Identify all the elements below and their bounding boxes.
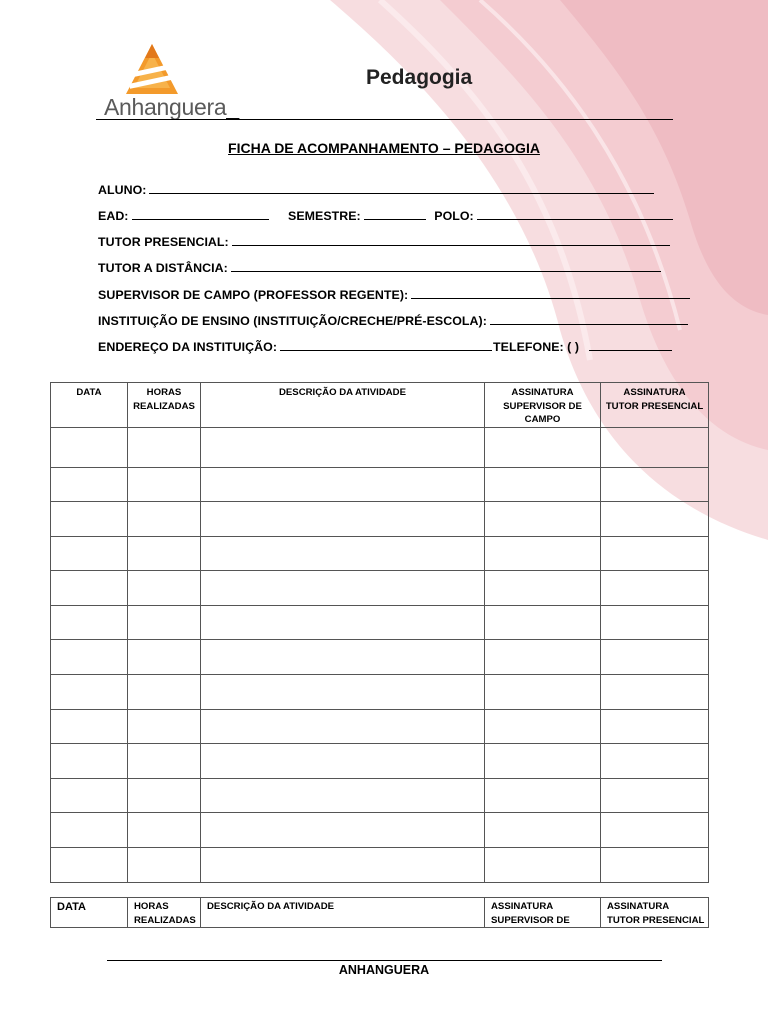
field-label: TUTOR A DISTÂNCIA:	[98, 261, 228, 275]
table-cell[interactable]	[201, 675, 485, 710]
field-label: EAD:	[98, 209, 129, 223]
field-label: TUTOR PRESENCIAL:	[98, 235, 229, 249]
table-cell[interactable]	[485, 571, 601, 606]
activity-table	[50, 382, 709, 883]
table-row	[51, 605, 709, 640]
table-cell[interactable]	[201, 467, 485, 502]
field-blank[interactable]	[490, 313, 688, 325]
table-cell[interactable]	[485, 502, 601, 537]
semestre-blank[interactable]	[364, 208, 426, 220]
field-blank[interactable]	[231, 260, 661, 272]
table-cell[interactable]	[128, 709, 201, 744]
activity-table-continued	[50, 897, 709, 928]
column-header: ASSINATURA SUPERVISOR DE CAMPO	[485, 383, 601, 428]
table-cell[interactable]	[201, 536, 485, 571]
table-cell[interactable]	[51, 744, 128, 779]
table-cell[interactable]	[201, 571, 485, 606]
table-row	[51, 675, 709, 710]
table-cell[interactable]	[485, 813, 601, 848]
telefone-blank[interactable]	[589, 339, 672, 351]
table-cell[interactable]	[128, 427, 201, 467]
column-header: ASSINATURA SUPERVISOR DE	[485, 898, 601, 928]
table-cell[interactable]	[128, 536, 201, 571]
table-cell[interactable]	[485, 675, 601, 710]
table-cell[interactable]	[485, 744, 601, 779]
polo-blank[interactable]	[477, 208, 673, 220]
field-endereco-row	[98, 339, 672, 354]
table-cell[interactable]	[201, 778, 485, 813]
table-cell[interactable]	[485, 778, 601, 813]
column-header: ASSINATURA TUTOR PRESENCIAL	[601, 898, 709, 928]
table-cell[interactable]	[51, 709, 128, 744]
table-cell[interactable]	[485, 605, 601, 640]
table-cell[interactable]	[51, 848, 128, 883]
field-label: TELEFONE: ( )	[493, 340, 580, 354]
footer-divider	[107, 960, 662, 961]
table-cell[interactable]	[128, 571, 201, 606]
table-cell[interactable]	[128, 778, 201, 813]
table-cell[interactable]	[201, 744, 485, 779]
table-row	[51, 571, 709, 606]
table-row	[51, 502, 709, 537]
table-cell[interactable]	[128, 744, 201, 779]
table-cell[interactable]	[51, 536, 128, 571]
table-cell[interactable]	[128, 675, 201, 710]
column-header: DATA	[51, 898, 128, 928]
table-cell[interactable]	[51, 778, 128, 813]
table-cell[interactable]	[128, 502, 201, 537]
column-header: ASSINATURA TUTOR PRESENCIAL	[601, 383, 709, 428]
table-cell[interactable]	[485, 536, 601, 571]
field-tutor-distancia[interactable]	[98, 260, 661, 275]
column-header: HORAS REALIZADAS	[128, 898, 201, 928]
table-cell[interactable]	[51, 427, 128, 467]
ead-blank[interactable]	[132, 208, 269, 220]
table-cell[interactable]	[601, 502, 709, 537]
field-instituicao[interactable]	[98, 313, 688, 328]
table-cell[interactable]	[601, 778, 709, 813]
table-cell[interactable]	[201, 502, 485, 537]
table-cell[interactable]	[601, 744, 709, 779]
table-row	[51, 640, 709, 675]
field-tutor-presencial[interactable]	[98, 234, 670, 249]
table-header-row	[51, 383, 709, 428]
table-cell[interactable]	[128, 813, 201, 848]
table-cell[interactable]	[128, 848, 201, 883]
field-blank[interactable]	[149, 182, 654, 194]
table-cell[interactable]	[51, 640, 128, 675]
table-cell[interactable]	[51, 675, 128, 710]
table-cell[interactable]	[601, 813, 709, 848]
header-title: Pedagogia	[366, 66, 473, 89]
table-cell[interactable]	[601, 709, 709, 744]
column-header: DESCRIÇÃO DA ATIVIDADE	[201, 898, 485, 928]
field-label: ENDEREÇO DA INSTITUIÇÃO:	[98, 340, 278, 354]
table-cell[interactable]	[601, 536, 709, 571]
table-row	[51, 744, 709, 779]
table-row	[51, 848, 709, 883]
table-cell[interactable]	[485, 709, 601, 744]
table-row	[51, 467, 709, 502]
table-cell[interactable]	[51, 502, 128, 537]
table-cell[interactable]	[128, 605, 201, 640]
table-cell[interactable]	[201, 709, 485, 744]
field-blank[interactable]	[232, 234, 670, 246]
table-cell[interactable]	[485, 467, 601, 502]
table-row	[51, 427, 709, 467]
field-label: ALUNO:	[98, 183, 147, 197]
table-cell[interactable]	[601, 605, 709, 640]
field-ead-row	[98, 208, 673, 223]
table-cell[interactable]	[51, 813, 128, 848]
table-cell[interactable]	[601, 675, 709, 710]
field-blank[interactable]	[411, 287, 690, 299]
table-cell[interactable]	[201, 848, 485, 883]
field-aluno[interactable]	[98, 182, 654, 197]
table-cell[interactable]	[201, 605, 485, 640]
table-row	[51, 536, 709, 571]
column-header: HORAS REALIZADAS	[128, 383, 201, 428]
anhanguera-logo	[104, 44, 239, 120]
field-label: SEMESTRE:	[288, 209, 361, 223]
table-cell[interactable]	[485, 848, 601, 883]
table-cell[interactable]	[201, 640, 485, 675]
table-cell[interactable]	[601, 467, 709, 502]
field-label: INSTITUIÇÃO DE ENSINO (INSTITUIÇÃO/CRECHE/PRÉ-ESCOLA):	[98, 314, 487, 328]
table-row	[51, 709, 709, 744]
table-cell[interactable]	[51, 605, 128, 640]
field-label: SUPERVISOR DE CAMPO (PROFESSOR REGENTE):	[98, 288, 409, 302]
table-header-row	[51, 898, 709, 928]
table-cell[interactable]	[601, 848, 709, 883]
table-cell[interactable]	[485, 640, 601, 675]
logo-wordmark: Anhanguera_	[104, 94, 239, 120]
table-cell[interactable]	[51, 467, 128, 502]
table-cell[interactable]	[201, 427, 485, 467]
table-cell[interactable]	[601, 640, 709, 675]
column-header: DATA	[51, 383, 128, 428]
field-label: POLO:	[434, 209, 474, 223]
table-cell[interactable]	[485, 427, 601, 467]
footer-text: ANHANGUERA	[338, 963, 430, 977]
endereco-blank[interactable]	[280, 339, 492, 351]
table-cell[interactable]	[201, 813, 485, 848]
header-divider	[96, 119, 673, 120]
field-supervisor[interactable]	[98, 287, 690, 302]
table-row	[51, 778, 709, 813]
table-cell[interactable]	[601, 571, 709, 606]
column-header: DESCRIÇÃO DA ATIVIDADE	[201, 383, 485, 428]
table-cell[interactable]	[128, 640, 201, 675]
logo-triangle-icon	[126, 44, 178, 94]
form-title: FICHA DE ACOMPANHAMENTO – PEDAGOGIA	[228, 140, 540, 156]
table-cell[interactable]	[601, 427, 709, 467]
table-cell[interactable]	[51, 571, 128, 606]
table-row	[51, 813, 709, 848]
table-cell[interactable]	[128, 467, 201, 502]
